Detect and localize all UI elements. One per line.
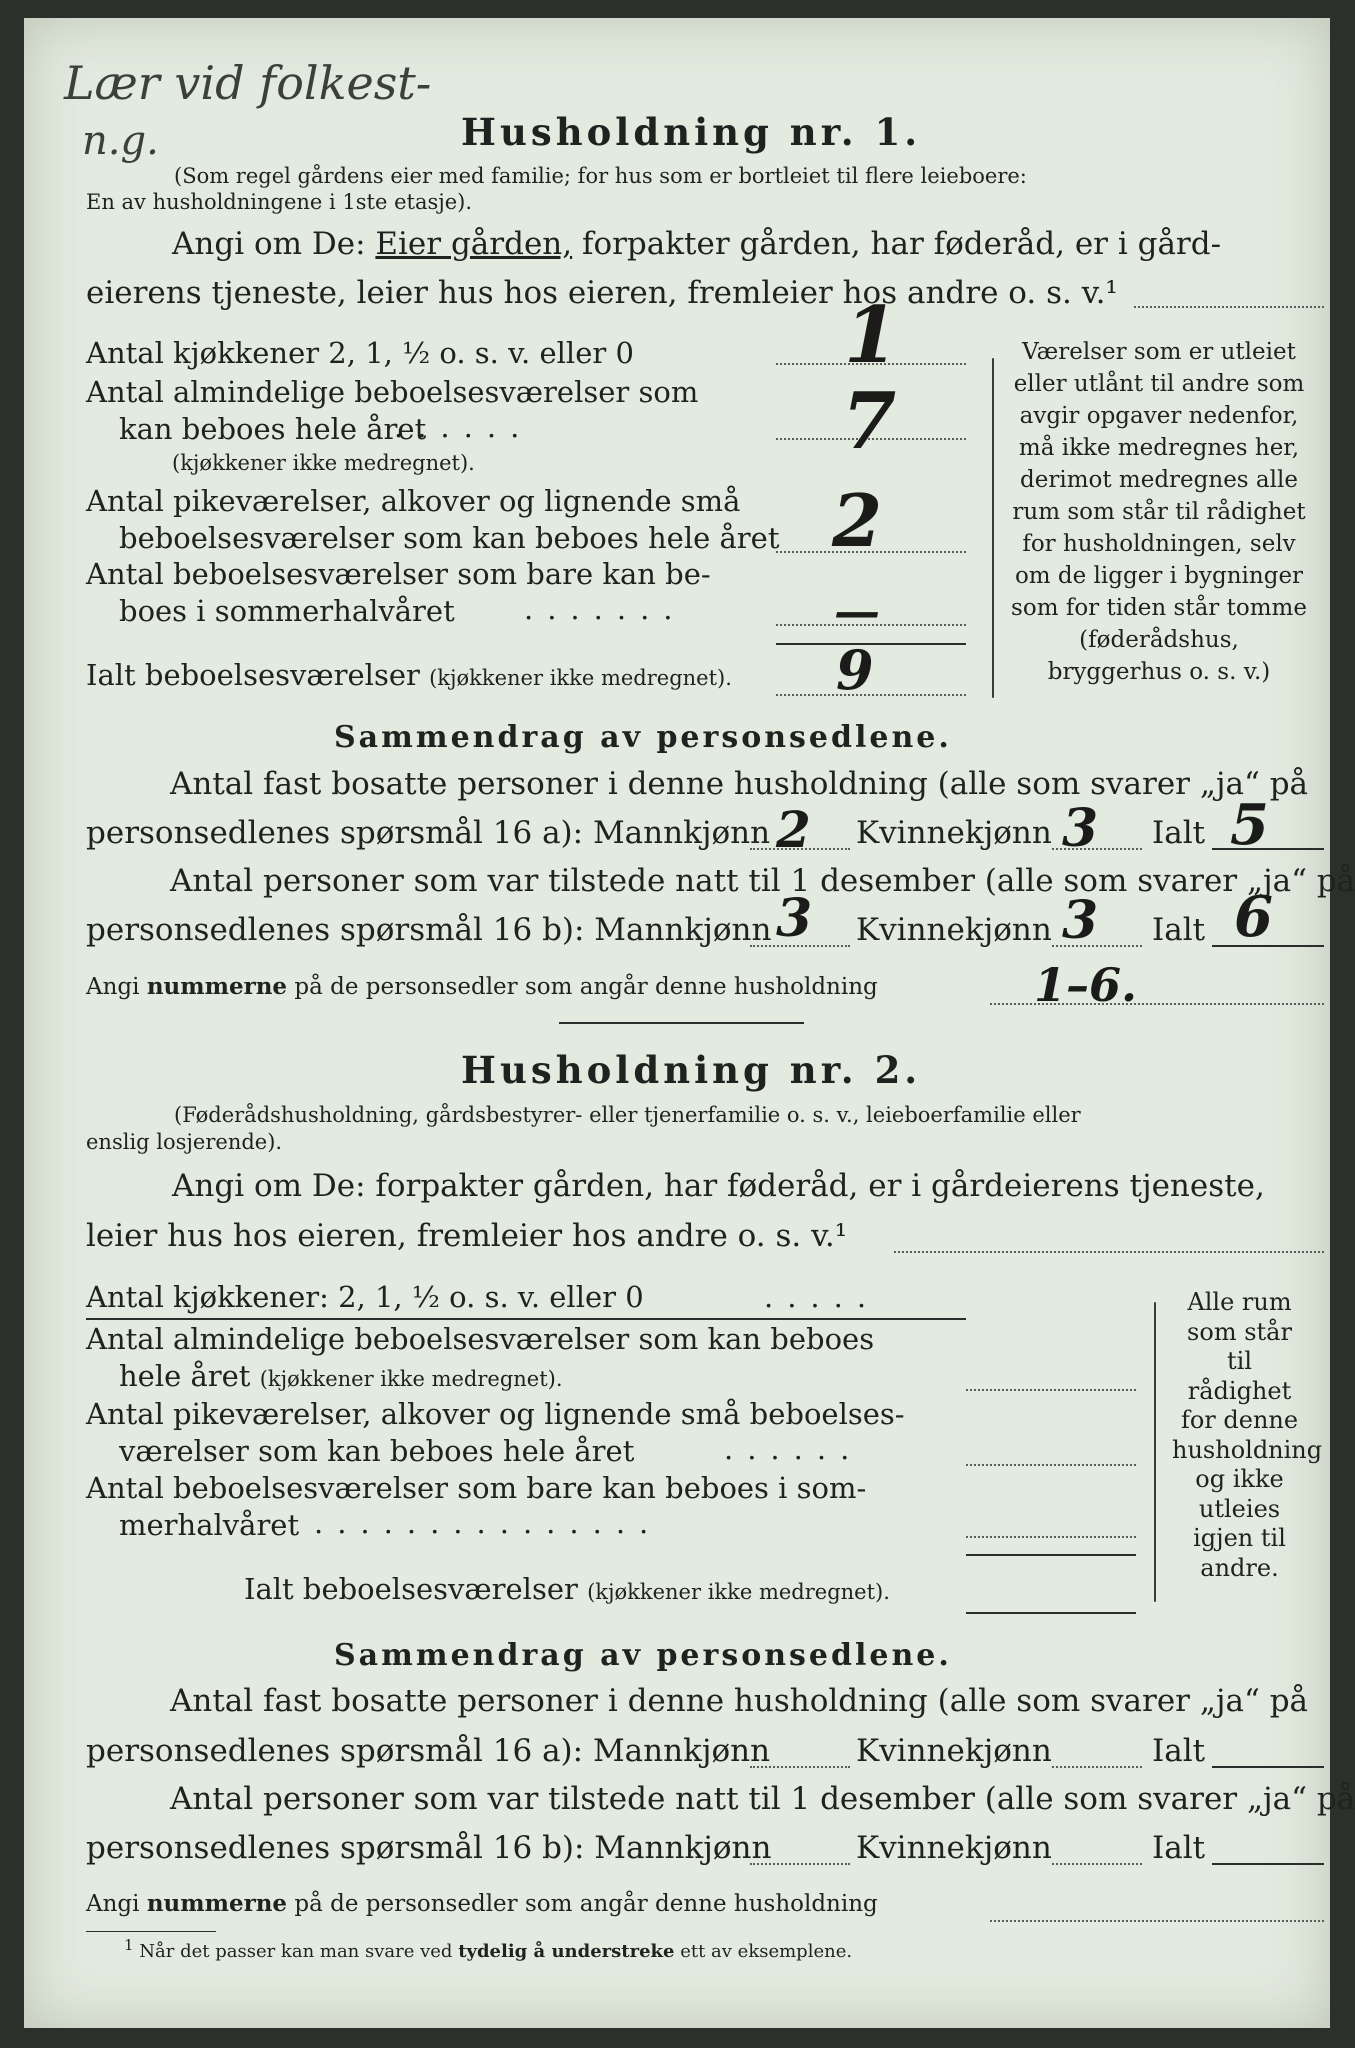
hh1-summary-title: Sammendrag av personsedlene. [334,720,952,755]
hh1-nummer-text [86,973,878,1000]
hh1-side-brace [992,358,994,698]
hh2-total-text: Ialt beboelsesværelser [244,1572,578,1606]
hh2-nummer-line [990,1920,1324,1922]
hh1-q16b-ialt-value: 6 [1234,884,1273,950]
hh1-ordinary-dots: ...... [394,410,534,444]
hh1-side-note: Værelser som er utleiet eller utlånt til andre som avgir opgaver nedenfor, må ikke medregnes her, derimot medregnes alle rum som står til rådighet for husholdningen, selv om de ligger i bygninger som for tiden står tomme (føderådshus, bryggerhus o. s. v.) [1011,339,1307,685]
hh1-q16b-kvinne-label: Kvinnekjønn [856,912,1052,948]
hh2-q16a-kvinne-line [1052,1766,1142,1768]
footnote-text-b: ett av eksemplene. [680,1941,853,1962]
hh1-summer-label-1: Antal beboelsesværelser som bare kan be- [86,557,711,591]
hh2-q16b-line1: Antal personer som var tilstede natt til 1 desember (alle som svarer „ja“ på [170,1781,1355,1817]
hh1-q16b-ialt-label: Ialt [1152,912,1206,948]
hh2-q16b-kvinne-label: Kvinnekjønn [856,1830,1052,1866]
hh1-q16a-ialt-label: Ialt [1152,815,1206,851]
hh1-q16b-mann-value: 3 [776,888,813,949]
hh1-q16b-line1: Antal personer som var tilstede natt til 1 desember (alle som svarer „ja“ på [170,863,1355,899]
hh1-ordinary-note: (kjøkkener ikke medregnet). [172,451,475,475]
hh1-angi-line1 [172,226,1221,262]
hh2-kitchens-label: Antal kjøkkener: 2, 1, ½ o. s. v. eller 0 [86,1280,644,1314]
hh2-total-label [244,1572,890,1606]
hh2-sum-rule [966,1554,1136,1556]
hh2-side-note: Alle rum som står til rådighet for denne husholdning og ikke utleies igjen til andre. [1172,1288,1323,1582]
hh2-ordinary-line [966,1389,1136,1391]
handwritten-mark: n.g. [82,118,159,164]
hh2-ordinary-label-2 [119,1359,563,1393]
hh1-selected-option: Eier gården, [375,226,573,262]
hh2-ordinary-text: hele året [119,1359,251,1393]
hh2-q16a-kvinne-label: Kvinnekjønn [856,1733,1052,1769]
footnote-text-bold: tydelig å understreke [458,1941,675,1962]
hh1-small-label-2: beboelsesværelser som kan beboes hele året [119,521,780,555]
hh2-q16a-ialt-label: Ialt [1152,1733,1206,1769]
hh1-intro-line2: En av husholdningene i 1ste etasje). [86,190,473,214]
hh2-kitchens-dots: ..... [764,1280,881,1314]
hh1-intro-line1: (Som regel gårdens eier med familie; for hus som er bortleiet til flere leieboere: [174,164,1027,188]
hh1-kitchens-value: 1 [844,290,899,381]
hh2-nummer-rest: på de personsedler som angår denne husholdning [294,1891,878,1917]
hh1-q16a-ialt-value: 5 [1230,792,1269,858]
hh2-angi-line1: Angi om De: forpakter gården, har føderåd, er i gårdeierens tjeneste, [172,1168,1265,1204]
hh1-total-note: (kjøkkener ikke medregnet). [429,666,732,690]
census-form-sheet [24,18,1355,2028]
hh1-total-label [86,658,732,692]
hh1-q16b-line2: personsedlenes spørsmål 16 b): Mannkjønn [86,912,772,948]
hh1-angi-rest: forpakter gården, har føderåd, er i gård- [581,226,1222,262]
hh1-total-text: Ialt beboelsesværelser [86,658,420,692]
hh2-angi-fill-line [894,1251,1324,1253]
hh2-q16a-line1: Antal fast bosatte personer i denne husholdning (alle som svarer „ja“ på [170,1683,1309,1719]
hh2-intro-line2: enslig losjerende). [86,1130,283,1154]
section-divider [559,1022,804,1024]
hh2-side-brace [1154,1302,1156,1602]
hh1-summer-label-2: boes i sommerhalvåret [119,594,455,628]
hh1-ordinary-label-1: Antal almindelige beboelsesværelser som [86,375,699,409]
hh2-summer-label-1: Antal beboelsesværelser som bare kan beboes i som- [86,1471,867,1505]
hh1-summer-value: — [834,584,880,638]
hh1-q16a-line2: personsedlenes spørsmål 16 a): Mannkjønn [86,815,771,851]
hh2-q16a-line2: personsedlenes spørsmål 16 a): Mannkjønn [86,1733,771,1769]
footnote-marker: 1 [124,1936,134,1954]
hh1-kitchens-label: Antal kjøkkener 2, 1, ½ o. s. v. eller 0 [86,336,634,370]
hh1-nummer-bold: nummerne [146,973,288,1000]
hh2-q16b-line2: personsedlenes spørsmål 16 b): Mannkjønn [86,1830,772,1866]
hh2-title: Husholdning nr. 2. [461,1048,922,1092]
hh1-angi-line2: eierens tjeneste, leier hus hos eieren, fremleier hos andre o. s. v.¹ [86,275,1118,311]
hh1-angi-fill-line [1134,306,1324,308]
hh1-ordinary-label-2: kan beboes hele året [119,412,427,446]
hh1-nummer-rest: på de personsedler som angår denne husholdning [294,974,878,1000]
hh2-q16a-ialt-line [1212,1766,1324,1768]
hh2-nummer-text [86,1890,878,1917]
hh2-small-label-1: Antal pikeværelser, alkover og lignende små beboelses- [86,1397,905,1431]
hh1-q16b-kvinne-value: 3 [1062,890,1099,951]
hh1-small-label-1: Antal pikeværelser, alkover og lignende små [86,484,741,518]
handwritten-note: Lær vid folkest- [64,56,432,110]
hh2-q16a-mann-line [750,1766,850,1768]
hh1-nummer-value: 1–6. [1034,958,1138,1012]
hh2-q16b-ialt-label: Ialt [1152,1830,1206,1866]
hh2-summary-title: Sammendrag av personsedlene. [334,1638,952,1673]
hh2-ordinary-label-1: Antal almindelige beboelsesværelser som kan beboes [86,1322,875,1356]
hh1-title: Husholdning nr. 1. [461,110,922,154]
hh1-total-value: 9 [836,638,874,702]
hh2-summer-line [966,1536,1136,1538]
hh2-small-label-2: værelser som kan beboes hele året [119,1434,635,1468]
hh1-summer-dots: ....... [524,592,687,626]
hh1-nummer-prefix: Angi [86,974,140,1000]
hh1-small-value: 2 [832,478,883,563]
hh2-q16b-kvinne-line [1052,1863,1142,1865]
hh2-nummer-bold: nummerne [146,1890,288,1917]
footnote-text-a: Når det passer kan man svare ved [139,1941,453,1962]
hh2-q16b-ialt-line [1212,1863,1324,1865]
hh2-ordinary-note: (kjøkkener ikke medregnet). [259,1367,563,1391]
hh2-summer-label-2: merhalvåret [119,1508,300,1542]
hh2-intro-line1: (Føderådshusholdning, gårdsbestyrer- eller tjenerfamilie o. s. v., leieboerfamilie eller [174,1103,1081,1127]
hh2-kitchens-underline [86,1318,966,1320]
hh2-small-dots: ...... [724,1432,864,1466]
hh1-q16a-kvinne-label: Kvinnekjønn [856,815,1052,851]
hh2-small-line [966,1464,1136,1466]
hh2-summer-dots: ............... [314,1506,663,1540]
hh2-nummer-prefix: Angi [86,1891,140,1917]
footnote [124,1936,852,1962]
hh2-q16b-mann-line [750,1863,850,1865]
hh1-angi-prefix: Angi om De: [172,226,366,262]
hh1-q16a-line1: Antal fast bosatte personer i denne husholdning (alle som svarer „ja“ på [170,766,1309,802]
hh2-total-line [966,1612,1136,1614]
hh1-q16a-kvinne-value: 3 [1062,798,1099,859]
hh1-ordinary-value: 7 [842,376,897,467]
hh1-q16a-mann-value: 2 [776,800,811,859]
footnote-rule [86,1931,216,1932]
hh2-total-note: (kjøkkener ikke medregnet). [587,1580,890,1604]
hh2-angi-line2: leier hus hos eieren, fremleier hos andre o. s. v.¹ [86,1218,848,1254]
